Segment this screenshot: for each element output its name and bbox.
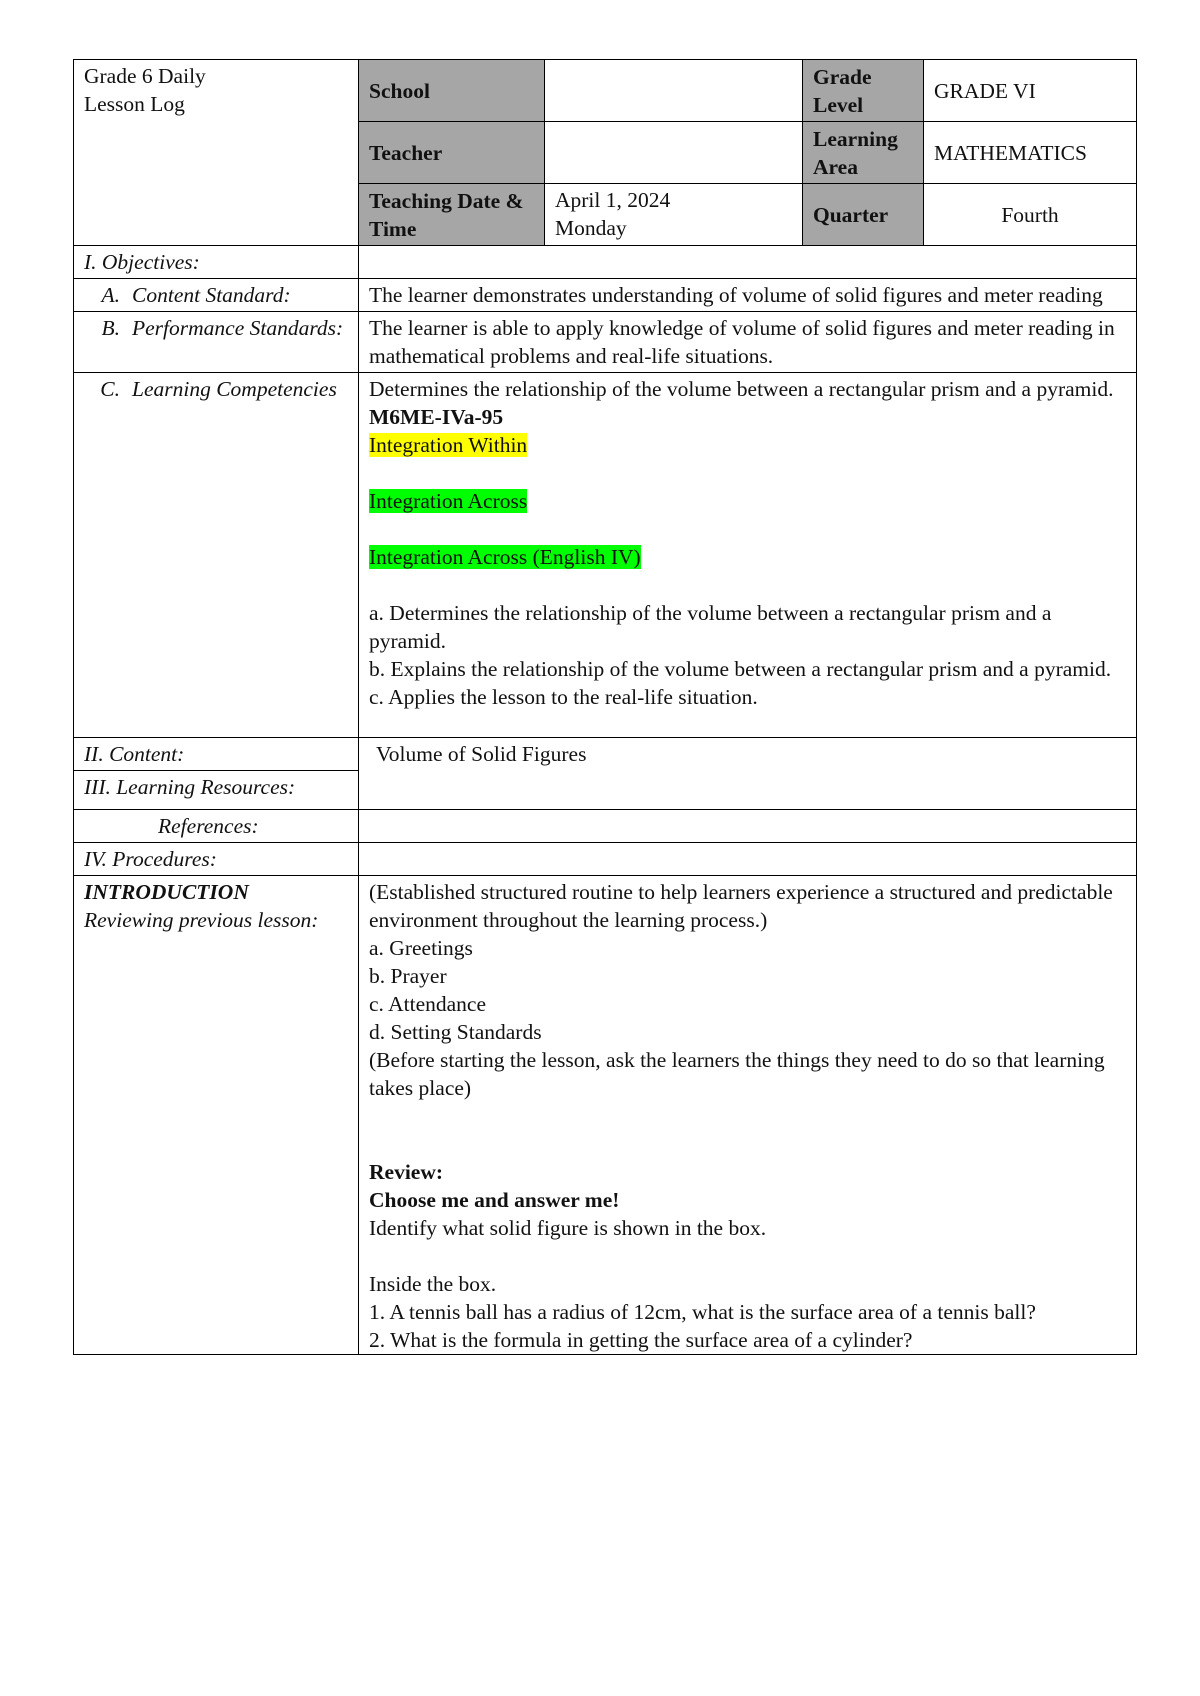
learning-area-label: Learning Area <box>803 122 924 184</box>
content-standard-text: The learner demonstrates understanding of volume of solid figures and meter reading <box>359 279 1137 312</box>
content-value <box>359 738 1137 810</box>
teaching-date-line2: Monday <box>555 216 627 240</box>
learning-competencies-cell <box>359 373 1137 738</box>
references-label: References: <box>74 810 359 843</box>
routine-note: (Established structured routine to help learners experience a structured and predictable environment throughout the learning process.) <box>369 880 1113 932</box>
introduction-cell <box>359 876 1137 1355</box>
review-game: Choose me and answer me! <box>369 1188 620 1212</box>
content-heading: II. Content: <box>74 738 359 771</box>
content-value-text: Volume of Solid Figures <box>376 742 587 766</box>
teaching-date-label: Teaching Date & Time <box>359 184 545 246</box>
objectives-heading: I. Objectives: <box>74 246 359 279</box>
teaching-date-line1: April 1, 2024 <box>555 188 671 212</box>
content-standard-label <box>74 279 359 312</box>
performance-standards-text: The learner is able to apply knowledge of volume of solid figures and meter reading in mathematical problems and real-life situations. <box>359 312 1137 373</box>
teacher-value <box>545 122 803 184</box>
performance-standards-label-text: Performance Standards: <box>132 316 344 340</box>
content-standard-num: A. <box>101 283 120 307</box>
integration-across-english: Integration Across (English IV) <box>369 545 641 569</box>
introduction-sub: Reviewing previous lesson: <box>84 908 319 932</box>
learning-competencies-num: C. <box>100 377 120 401</box>
school-label: School <box>359 60 545 122</box>
references-value <box>359 810 1137 843</box>
competency-item-a: a. Determines the relationship of the volume between a rectangular prism and a pyramid. <box>369 601 1052 653</box>
content-standard-label-text: Content Standard: <box>132 283 291 307</box>
performance-standards-label <box>74 312 359 373</box>
question-1: 1. A tennis ball has a radius of 12cm, what is the surface area of a tennis ball? <box>369 1300 1036 1324</box>
competency-code: M6ME-IVa-95 <box>369 405 504 429</box>
question-2: 2. What is the formula in getting the surface area of a cylinder? <box>369 1328 913 1352</box>
lesson-log-table <box>73 59 1137 1355</box>
standards-note: (Before starting the lesson, ask the learners the things they need to do so that learning takes place) <box>369 1048 1105 1100</box>
learning-competencies-label <box>74 373 359 738</box>
learning-area-value: MATHEMATICS <box>924 122 1137 184</box>
introduction-title: INTRODUCTION <box>84 880 249 904</box>
routine-item-prayer: b. Prayer <box>369 964 447 988</box>
inside-box-label: Inside the box. <box>369 1272 497 1296</box>
teacher-label: Teacher <box>359 122 545 184</box>
log-title <box>74 60 359 246</box>
learning-competencies-label-text: Learning Competencies <box>132 377 337 401</box>
learning-resources-heading: III. Learning Resources: <box>74 771 359 810</box>
quarter-value: Fourth <box>924 184 1137 246</box>
grade-level-label: Grade Level <box>803 60 924 122</box>
routine-item-standards: d. Setting Standards <box>369 1020 542 1044</box>
review-title: Review: <box>369 1160 444 1184</box>
competency-item-c: c. Applies the lesson to the real-life situation. <box>369 685 758 709</box>
competency-item-b: b. Explains the relationship of the volume between a rectangular prism and a pyramid. <box>369 657 1112 681</box>
procedures-heading-blank <box>359 843 1137 876</box>
school-value <box>545 60 803 122</box>
integration-within: Integration Within <box>369 433 528 457</box>
performance-standards-num: B. <box>101 316 120 340</box>
competency-main: Determines the relationship of the volume between a rectangular prism and a pyramid. <box>369 377 1114 401</box>
review-instruction: Identify what solid figure is shown in the box. <box>369 1216 767 1240</box>
teaching-date-value <box>545 184 803 246</box>
objectives-heading-blank <box>359 246 1137 279</box>
grade-level-value: GRADE VI <box>924 60 1137 122</box>
introduction-label <box>74 876 359 1355</box>
routine-item-greetings: a. Greetings <box>369 936 473 960</box>
procedures-heading: IV. Procedures: <box>74 843 359 876</box>
log-title-text: Grade 6 Daily Lesson Log <box>84 64 206 116</box>
quarter-label: Quarter <box>803 184 924 246</box>
routine-item-attendance: c. Attendance <box>369 992 487 1016</box>
integration-across: Integration Across <box>369 489 528 513</box>
